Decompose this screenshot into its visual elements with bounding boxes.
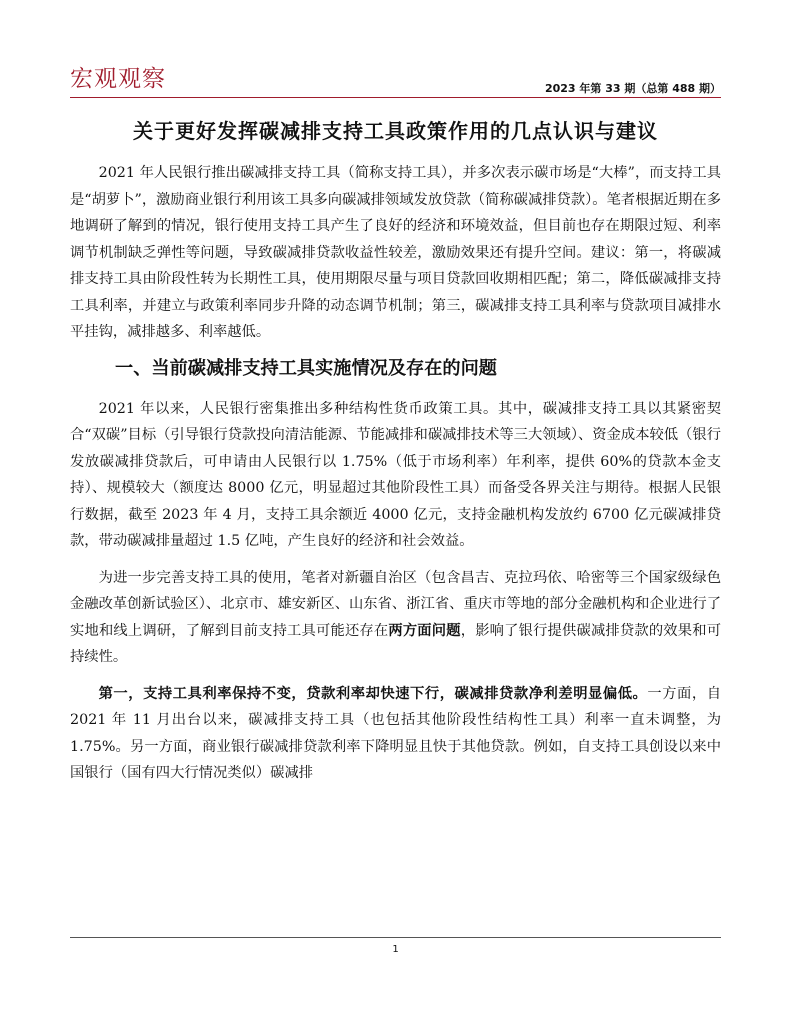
footer-divider (70, 937, 721, 938)
paragraph-2-text-after: ，影响了银行提供碳减排贷款的效果和可持续性。 (70, 622, 722, 665)
section-heading: 一、当前碳减排支持工具实施情况及存在的问题 (115, 357, 497, 379)
paragraph-2-emphasis: 两方面问题 (388, 622, 461, 639)
intro-paragraph: 2021 年人民银行推出碳减排支持工具（简称支持工具），并多次表示碳市场是“大棒”，而支持工具是“胡萝卜”，激励商业银行利用该工具多向碳减排领域发放贷款（简称碳减排贷款）。笔者根据近期在多地调研了解到的情况，银行使用支持工具产生了良好的经济和环境效益，但目前也存在期限过短、利率调节机制缺乏弹性等问题，导致碳减排贷款收益性较差，激励效果还有提升空间。建议：第一，将碳减排支持工具由阶段性转为长期性工具，使用期限尽量与项目贷款回收期相匹配；第二，降低碳减排支持工具利率，并建立与政策利率同步升降的动态调节机制；第三，碳减排支持工具利率与贷款项目减排水平挂钩，减排越多、利率越低。 (70, 165, 721, 340)
paragraph-2-text-before: 为进一步完善支持工具的使用，笔者对新疆自治区（包含昌吉、克拉玛依、哈密等三个国家级绿色金融改革创新试验区）、北京市、雄安新区、山东省、浙江省、重庆市等地的部分金融机构和企业进行了实地和线上调研，了解到目前支持工具可能还存在 (70, 569, 721, 639)
publication-brand: 宏观观察 (70, 66, 166, 92)
paragraph-2 (70, 565, 721, 671)
page-number: 1 (392, 944, 399, 955)
paragraph-3 (70, 681, 721, 787)
article-title: 关于更好发挥碳减排支持工具政策作用的几点认识与建议 (133, 119, 658, 143)
header-divider (70, 97, 721, 98)
article-body (70, 160, 721, 787)
paragraph-3-lead: 第一，支持工具利率保持不变，贷款利率却快速下行，碳减排贷款净利差明显偏低。 (98, 685, 648, 702)
paragraph-1: 2021 年以来，人民银行密集推出多种结构性货币政策工具。其中，碳减排支持工具以其紧密契合“双碳”目标（引导银行贷款投向清洁能源、节能减排和碳减排技术等三大领域）、资金成本较低（银行发放碳减排贷款后，可申请由人民银行以 1.75%（低于市场利率）年利率，提供 60%的贷款本金支持）、规模较大（额度达 8000 亿元，明显超过其他阶段性工具）而备受各界关注与期待。根据人民银行数据，截至 2023 年 4 月，支持工具余额近 4000 亿元，支持金融机构发放约 6700 亿元碳减排贷款，带动碳减排量超过 1.5 亿吨，产生良好的经济和社会效益。 (70, 400, 721, 549)
paragraph-3-text: 一方面，自 2021 年 11 月出台以来，碳减排支持工具（也包括其他阶段性结构性工具）利率一直未调整，为 1.75%。另一方面，商业银行碳减排贷款利率下降明显且快于其他贷款。例如，自支持工具创设以来中国银行（国有四大行情况类似）碳减排 (70, 685, 721, 781)
issue-number: 2023 年第 33 期（总第 488 期） (544, 82, 721, 95)
